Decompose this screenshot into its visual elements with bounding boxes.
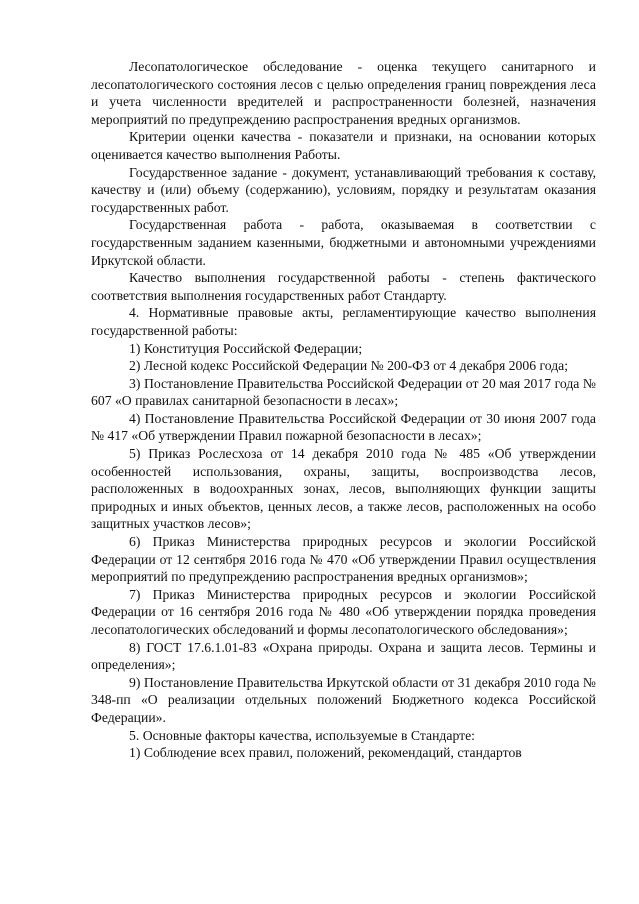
legal-act-item-5: 5) Приказ Рослесхоза от 14 декабря 2010 года № 485 «Об утверждении особенностей использования, охраны, защиты, воспроизводства лесов, расположенных в водоохранных зонах, лесов, выполняющих функции защиты природных и иных объектов, ценных лесов, а также лесов, расположенных на особо защитных участков лесов»; — [91, 446, 596, 532]
paragraph-work-quality-definition: Качество выполнения государственной работы - степень фактического соответствия выполнения государственных работ Стандарту. — [91, 270, 596, 303]
legal-act-item-8: 8) ГОСТ 17.6.1.01-83 «Охрана природы. Охрана и защита лесов. Термины и определения»; — [91, 639, 596, 673]
legal-act-item-2: 2) Лесной кодекс Российской Федерации № 200-ФЗ от 4 декабря 2006 года; — [129, 358, 569, 374]
legal-act-item-7: 7) Приказ Министерства природных ресурсов и экологии Российской Федерации от 16 сентября 2016 года № 480 «Об утверждении порядка проведения лесопатологических обследований и формы лесопатологического обследования»; — [91, 586, 596, 637]
paragraph-state-assignment-definition: Государственное задание - документ, устанавливающий требования к составу, качеству и (или) объему (содержанию), условиям, порядку и результатам оказания государственных работ. — [91, 164, 596, 215]
paragraph-state-work-definition: Государственная работа - работа, оказываемая в соответствии с государственным заданием казенными, бюджетными и автономными учреждениями Иркутской области. — [91, 217, 596, 268]
legal-act-item-4: 4) Постановление Правительства Российской Федерации от 30 июня 2007 года № 417 «Об утверждении Правил пожарной безопасности в лесах»; — [91, 410, 596, 444]
paragraph-forest-pathology-survey-definition: Лесопатологическое обследование - оценка текущего санитарного и лесопатологического состояния лесов с целью определения границ повреждения леса и учета численности вредителей и распространенности болезней, назначения мероприятий по предупреждению распространения вредных организмов. — [91, 59, 596, 127]
legal-act-item-3: 3) Постановление Правительства Российской Федерации от 20 мая 2017 года № 607 «О правилах санитарной безопасности в лесах»; — [91, 375, 596, 409]
legal-act-item-9: 9) Постановление Правительства Иркутской области от 31 декабря 2010 года № 348-пп «О реализации отдельных положений Бюджетного кодекса Российской Федерации». — [91, 674, 596, 725]
document-body — [91, 58, 596, 762]
paragraph-quality-criteria-definition: Критерии оценки качества - показатели и признаки, на основании которых оценивается качество выполнения Работы. — [91, 129, 596, 162]
legal-act-item-1: 1) Конституция Российской Федерации; — [129, 340, 363, 356]
section-4-heading: 4. Нормативные правовые акты, регламентирующие качество выполнения государственной работы: — [91, 305, 596, 338]
section-5-heading: 5. Основные факторы качества, используемые в Стандарте: — [129, 727, 475, 743]
quality-factor-item-1: 1) Соблюдение всех правил, положений, рекомендаций, стандартов — [129, 745, 522, 761]
legal-act-item-6: 6) Приказ Министерства природных ресурсов и экологии Российской Федерации от 12 сентября 2016 года № 470 «Об утверждении Правил осуществления мероприятий по предупреждению распространения вредных организмов»; — [91, 534, 596, 585]
